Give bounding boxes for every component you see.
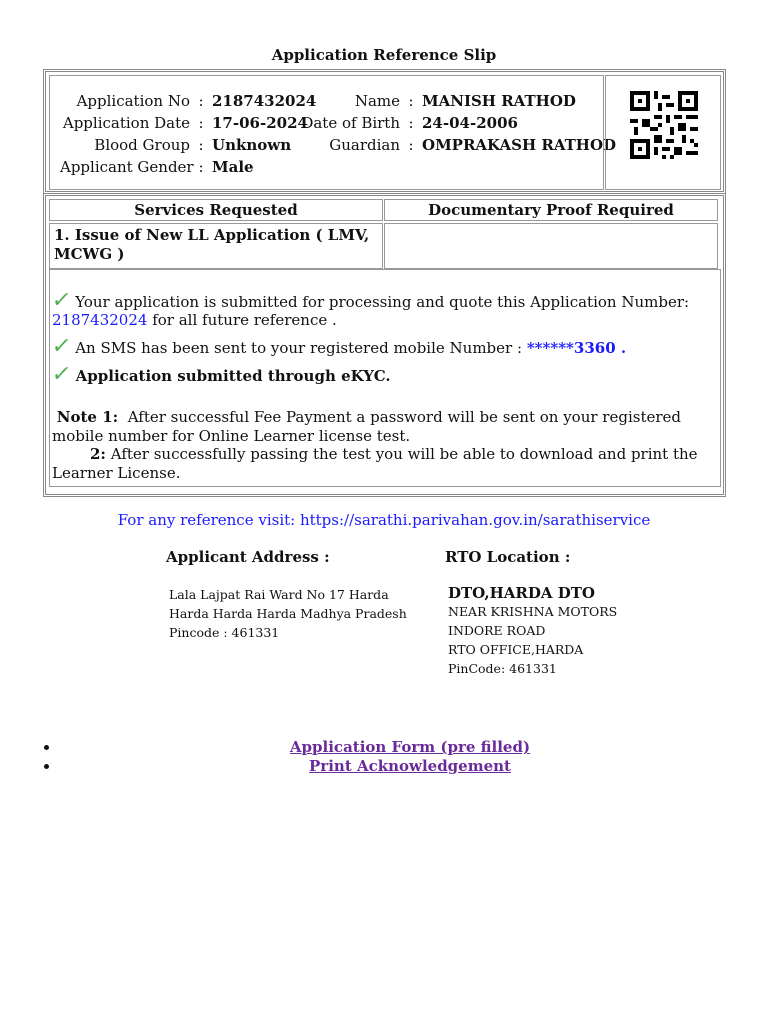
message-2: ✓ An SMS has been sent to your registered mobile Number : ******3360 . — [49, 334, 627, 359]
dob-row: Date of Birth : 24-04-2006 — [301, 114, 518, 132]
name-row: Name : MANISH RATHOD — [354, 92, 576, 110]
guardian-value: OMPRAKASH RATHOD — [422, 136, 617, 154]
message-1: ✓ Your application is submitted for processing and quote this Application Number: 2187432024 for all future reference . — [49, 288, 690, 329]
application-no-value: 2187432024 — [212, 92, 317, 110]
applicant-address: Lala Lajpat Rai Ward No 17 Harda Harda Harda Harda Madhya Pradesh Pincode : 461331 — [169, 587, 407, 640]
services-requested-header: Services Requested — [49, 199, 383, 221]
applicant-details — [49, 75, 617, 190]
reference-link-text[interactable]: For any reference visit: https://sarathi.parivahan.gov.in/sarathiservice — [117, 511, 651, 529]
application-date-value: 17-06-2024 — [212, 114, 308, 132]
list-item — [60, 738, 760, 757]
application-no-label: Application No — [76, 92, 190, 110]
application-no-row: Application No : 2187432024 — [60, 92, 316, 110]
application-form-link[interactable]: Application Form (pre filled) — [289, 738, 531, 756]
dob-value: 24-04-2006 — [422, 114, 518, 132]
applicant-info-box — [43, 69, 726, 194]
check-icon: ✓ — [49, 334, 73, 359]
message-3: ✓ Application submitted through eKYC. — [49, 362, 391, 387]
masked-mobile-number: ******3360 . — [526, 339, 627, 357]
name-value: MANISH RATHOD — [422, 92, 576, 110]
action-links — [40, 738, 760, 776]
applicant-address-heading: Applicant Address : — [166, 548, 330, 566]
services-box — [43, 193, 726, 497]
application-date-row: Application Date : 17-06-2024 — [62, 114, 308, 132]
guardian-row: Guardian : OMPRAKASH RATHOD — [329, 136, 617, 154]
print-acknowledgement-link[interactable]: Print Acknowledgement — [309, 757, 511, 775]
gender-value: Male — [212, 158, 254, 176]
documentary-proof-header: Documentary Proof Required — [384, 199, 718, 221]
notes: Note 1: After successful Fee Payment a password will be sent on your registered mobile number for Online Learner license test. 2: After successfully passing the test you will be able to download and print the Learner License. — [52, 408, 698, 482]
application-number-ref: 2187432024 — [52, 311, 148, 329]
list-item — [60, 757, 760, 776]
qr-code-icon — [630, 91, 698, 159]
gender-row: Applicant Gender : Male — [60, 158, 254, 176]
blood-group-value: Unknown — [212, 136, 292, 154]
messages-area — [49, 269, 721, 487]
page-title: Application Reference Slip — [271, 46, 497, 64]
blood-group-row: Blood Group : Unknown — [94, 136, 292, 154]
rto-address: DTO,HARDA DTO NEAR KRISHNA MOTORS INDORE ROAD RTO OFFICE,HARDA PinCode: 461331 — [448, 584, 618, 676]
service-item-1: 1. Issue of New LL Application ( LMV, MCWG ) — [49, 223, 383, 269]
check-icon: ✓ — [49, 362, 73, 387]
check-icon: ✓ — [49, 288, 73, 313]
qr-code-cell — [605, 75, 721, 190]
rto-name: DTO,HARDA DTO — [448, 584, 595, 602]
proof-item-1 — [384, 223, 718, 269]
rto-location-heading: RTO Location : — [445, 548, 571, 566]
